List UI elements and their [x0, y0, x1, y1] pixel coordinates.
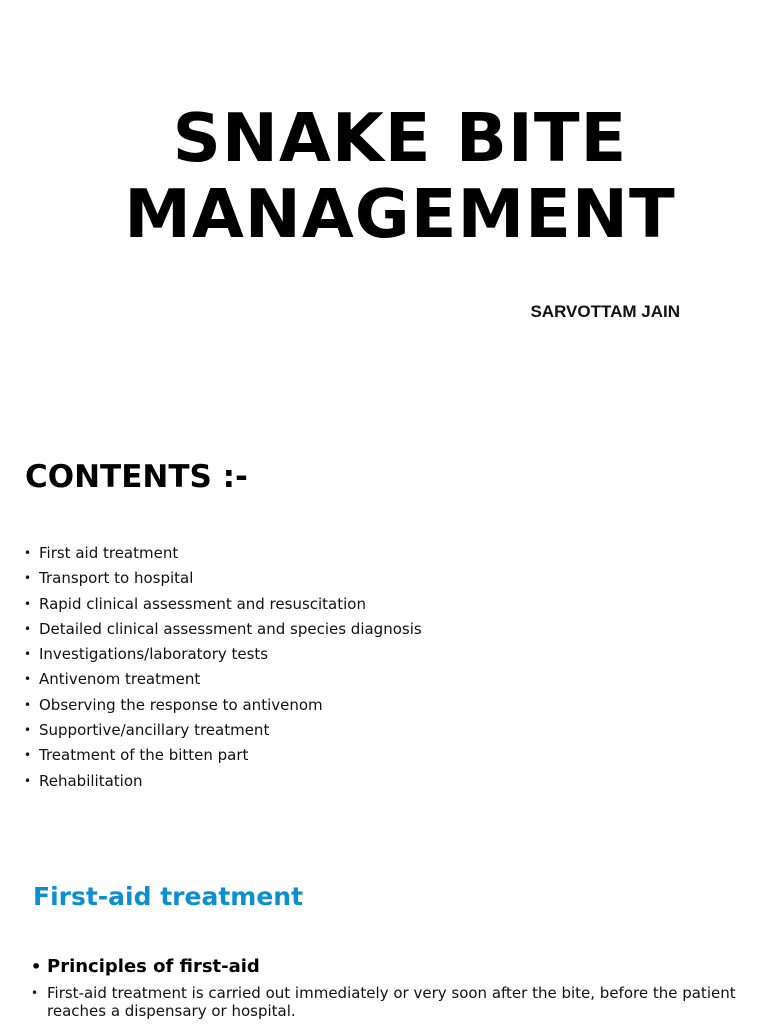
document-title — [0, 100, 768, 252]
bullet-icon: • — [24, 773, 32, 788]
list-item-label: Supportive/ancillary treatment — [39, 721, 270, 740]
list-item-label: Treatment of the bitten part — [39, 746, 249, 765]
list-item-label: Antivenom treatment — [39, 670, 201, 689]
list-item — [24, 743, 422, 768]
list-item-label: Rehabilitation — [39, 771, 143, 790]
list-item-label: First aid treatment — [39, 544, 179, 562]
list-item — [24, 769, 422, 794]
first-aid-heading: First-aid treatment — [33, 882, 304, 911]
list-item — [24, 592, 422, 617]
bullet-icon: • — [24, 672, 32, 687]
first-aid-paragraph-text: First-aid treatment is carried out immediately or very soon after the bite, before the patient reaches a dispensary or hospital. — [47, 984, 736, 1020]
bullet-icon: • — [24, 647, 32, 662]
list-item — [24, 541, 422, 566]
bullet-icon: • — [24, 546, 32, 560]
list-item — [24, 667, 422, 692]
principles-label: Principles of first-aid — [47, 956, 260, 977]
contents-list — [24, 541, 422, 794]
list-item-label: Observing the response to antivenom — [39, 695, 323, 714]
list-item — [24, 617, 422, 642]
bullet-icon: • — [31, 986, 39, 1000]
contents-heading: CONTENTS :- — [25, 459, 248, 495]
first-aid-paragraph — [31, 984, 747, 1020]
bullet-icon: • — [24, 596, 32, 611]
list-item-label: Transport to hospital — [39, 569, 194, 588]
list-item-label: Rapid clinical assessment and resuscitation — [39, 594, 366, 613]
title-line-1: SNAKE BITE — [172, 99, 628, 177]
list-item — [24, 566, 422, 591]
list-item-label: Detailed clinical assessment and species diagnosis — [39, 619, 422, 638]
author-name: SARVOTTAM JAIN — [530, 302, 680, 321]
principles-item — [31, 955, 260, 979]
title-line-2: MANAGEMENT — [124, 175, 676, 253]
bullet-icon: • — [24, 621, 32, 636]
bullet-icon: • — [24, 571, 32, 586]
bullet-icon: • — [24, 697, 32, 712]
list-item-label: Investigations/laboratory tests — [39, 645, 269, 664]
list-item — [24, 642, 422, 667]
list-item — [24, 718, 422, 743]
list-item — [24, 693, 422, 718]
bullet-icon: • — [24, 748, 32, 763]
bullet-icon: • — [24, 723, 32, 738]
bullet-icon: • — [31, 957, 42, 976]
